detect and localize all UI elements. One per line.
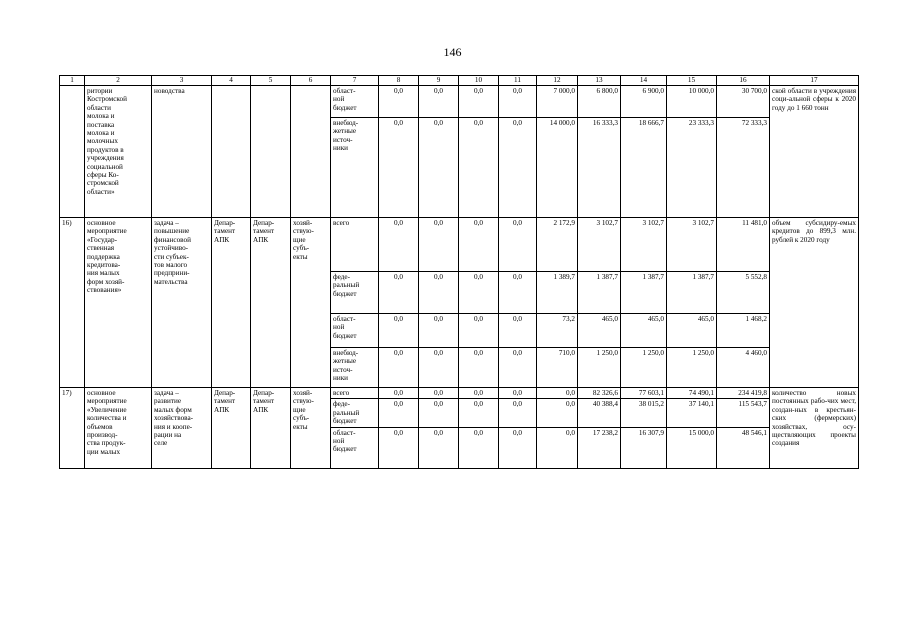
value-cell: 6 800,0 <box>578 86 621 118</box>
value-cell: 465,0 <box>621 314 667 348</box>
value-cell: 0,0 <box>499 314 537 348</box>
value-cell: 0,0 <box>379 86 419 118</box>
value-cell: 18 666,7 <box>621 118 667 218</box>
funding-source-cell: всего <box>331 218 379 272</box>
value-cell: 0,0 <box>379 118 419 218</box>
value-cell: 0,0 <box>499 427 537 468</box>
value-cell: 73,2 <box>537 314 578 348</box>
value-cell: 0,0 <box>459 118 499 218</box>
value-cell: 0,0 <box>419 272 459 314</box>
value-cell: 1 250,0 <box>578 348 621 388</box>
value-cell: 40 388,4 <box>578 399 621 427</box>
column-header: 3 <box>152 76 212 86</box>
column-header: 13 <box>578 76 621 86</box>
value-cell: 37 140,1 <box>667 399 717 427</box>
value-cell: 3 102,7 <box>667 218 717 272</box>
executor-cell <box>251 86 291 218</box>
value-cell: 1 250,0 <box>621 348 667 388</box>
value-cell: 0,0 <box>459 86 499 118</box>
column-header: 6 <box>291 76 331 86</box>
executor-cell: Депар- тамент АПК <box>251 218 291 388</box>
value-cell: 710,0 <box>537 348 578 388</box>
value-cell: 1 250,0 <box>667 348 717 388</box>
value-cell: 82 326,6 <box>578 388 621 399</box>
column-header: 5 <box>251 76 291 86</box>
page-number: 146 <box>443 45 462 59</box>
value-cell: 234 419,8 <box>717 388 770 399</box>
value-cell: 0,0 <box>419 348 459 388</box>
value-cell: 16 307,9 <box>621 427 667 468</box>
column-header: 7 <box>331 76 379 86</box>
value-cell: 0,0 <box>499 118 537 218</box>
item-number-cell <box>60 86 85 218</box>
value-cell: 0,0 <box>379 427 419 468</box>
value-cell: 2 172,9 <box>537 218 578 272</box>
funding-source-cell: феде- ральный бюджет <box>331 399 379 427</box>
participant-cell <box>291 86 331 218</box>
coordinator-cell: Депар- тамент АПК <box>212 388 251 469</box>
funding-source-cell: внебюд- жетные источ- ники <box>331 118 379 218</box>
value-cell: 0,0 <box>459 314 499 348</box>
value-cell: 465,0 <box>578 314 621 348</box>
value-cell: 6 900,0 <box>621 86 667 118</box>
value-cell: 0,0 <box>419 118 459 218</box>
value-cell: 5 552,8 <box>717 272 770 314</box>
value-cell: 0,0 <box>379 272 419 314</box>
column-header: 14 <box>621 76 667 86</box>
target-indicator-cell: ской области в учреждения соци-альной сферы к 2020 году до 1 660 тонн <box>770 86 859 218</box>
item-number-cell: 17) <box>60 388 85 469</box>
column-header: 16 <box>717 76 770 86</box>
value-cell: 0,0 <box>419 427 459 468</box>
activity-name-cell: основное мероприятие «Увеличение количества и объемов производ- ства продук- ции малых <box>85 388 152 469</box>
column-header: 10 <box>459 76 499 86</box>
column-header: 11 <box>499 76 537 86</box>
value-cell: 74 490,1 <box>667 388 717 399</box>
value-cell: 10 000,0 <box>667 86 717 118</box>
column-header: 12 <box>537 76 578 86</box>
executor-cell: Депар- тамент АПК <box>251 388 291 469</box>
value-cell: 15 000,0 <box>667 427 717 468</box>
task-cell: задача – развитие малых форм хозяйствова- ния и коопе- рации на селе <box>152 388 212 469</box>
value-cell: 11 481,0 <box>717 218 770 272</box>
value-cell: 30 700,0 <box>717 86 770 118</box>
value-cell: 0,0 <box>459 272 499 314</box>
value-cell: 0,0 <box>459 399 499 427</box>
value-cell: 0,0 <box>499 218 537 272</box>
value-cell: 0,0 <box>379 388 419 399</box>
value-cell: 0,0 <box>379 348 419 388</box>
value-cell: 7 000,0 <box>537 86 578 118</box>
target-indicator-cell: объем субсидиру-емых кредитов до 899,3 млн. рублей к 2020 году <box>770 218 859 388</box>
coordinator-cell: Депар- тамент АПК <box>212 218 251 388</box>
funding-source-cell: област- ной бюджет <box>331 86 379 118</box>
value-cell: 16 333,3 <box>578 118 621 218</box>
value-cell: 0,0 <box>379 399 419 427</box>
value-cell: 48 546,1 <box>717 427 770 468</box>
value-cell: 0,0 <box>537 388 578 399</box>
value-cell: 0,0 <box>379 314 419 348</box>
funding-source-cell: област- ной бюджет <box>331 427 379 468</box>
program-table <box>59 75 859 469</box>
value-cell: 1 387,7 <box>667 272 717 314</box>
value-cell: 0,0 <box>419 399 459 427</box>
column-header: 9 <box>419 76 459 86</box>
task-cell: задача – повышение финансовой устойчиво- сти субъек- тов малого предприни- мательства <box>152 218 212 388</box>
value-cell: 0,0 <box>537 399 578 427</box>
value-cell: 0,0 <box>459 348 499 388</box>
activity-name-cell: основное мероприятие «Государ- ственная поддержка кредитова- ния малых форм хозяй- ствования» <box>85 218 152 388</box>
funding-source-cell: внебюд- жетные источ- ники <box>331 348 379 388</box>
item-number-cell: 16) <box>60 218 85 388</box>
value-cell: 0,0 <box>419 314 459 348</box>
value-cell: 0,0 <box>459 218 499 272</box>
value-cell: 0,0 <box>419 218 459 272</box>
value-cell: 0,0 <box>499 388 537 399</box>
value-cell: 0,0 <box>459 427 499 468</box>
column-header: 8 <box>379 76 419 86</box>
target-indicator-cell: количество новых постоянных рабо-чих мест, создан-ных в крестьян-ских (фермерских) хозяйствах, осу-ществляющих проекты создания <box>770 388 859 469</box>
participant-cell: хозяй- ствую- щие субъ- екты <box>291 218 331 388</box>
value-cell: 115 543,7 <box>717 399 770 427</box>
activity-name-cell: ритории Костромской области молока и поставка молока и молочных продуктов в учреждения социальной сферы Ко- стромской области» <box>85 86 152 218</box>
funding-source-cell: всего <box>331 388 379 399</box>
value-cell: 0,0 <box>499 399 537 427</box>
table-row <box>60 218 859 272</box>
value-cell: 17 238,2 <box>578 427 621 468</box>
value-cell: 0,0 <box>499 348 537 388</box>
funding-source-cell: област- ной бюджет <box>331 314 379 348</box>
value-cell: 72 333,3 <box>717 118 770 218</box>
value-cell: 3 102,7 <box>578 218 621 272</box>
value-cell: 0,0 <box>499 86 537 118</box>
funding-source-cell: феде- ральный бюджет <box>331 272 379 314</box>
coordinator-cell <box>212 86 251 218</box>
table-row <box>60 86 859 118</box>
value-cell: 3 102,7 <box>621 218 667 272</box>
column-header: 15 <box>667 76 717 86</box>
column-header: 2 <box>85 76 152 86</box>
value-cell: 1 387,7 <box>621 272 667 314</box>
value-cell: 4 460,0 <box>717 348 770 388</box>
value-cell: 77 603,1 <box>621 388 667 399</box>
value-cell: 0,0 <box>419 388 459 399</box>
value-cell: 23 333,3 <box>667 118 717 218</box>
participant-cell: хозяй- ствую- щие субъ- екты <box>291 388 331 469</box>
value-cell: 465,0 <box>667 314 717 348</box>
value-cell: 1 389,7 <box>537 272 578 314</box>
value-cell: 0,0 <box>379 218 419 272</box>
value-cell: 0,0 <box>499 272 537 314</box>
value-cell: 0,0 <box>537 427 578 468</box>
column-number-row <box>60 76 859 86</box>
value-cell: 14 000,0 <box>537 118 578 218</box>
value-cell: 0,0 <box>419 86 459 118</box>
task-cell: новодства <box>152 86 212 218</box>
column-header: 1 <box>60 76 85 86</box>
value-cell: 1 468,2 <box>717 314 770 348</box>
value-cell: 38 015,2 <box>621 399 667 427</box>
table-row <box>60 388 859 399</box>
value-cell: 0,0 <box>459 388 499 399</box>
value-cell: 1 387,7 <box>578 272 621 314</box>
column-header: 17 <box>770 76 859 86</box>
column-header: 4 <box>212 76 251 86</box>
